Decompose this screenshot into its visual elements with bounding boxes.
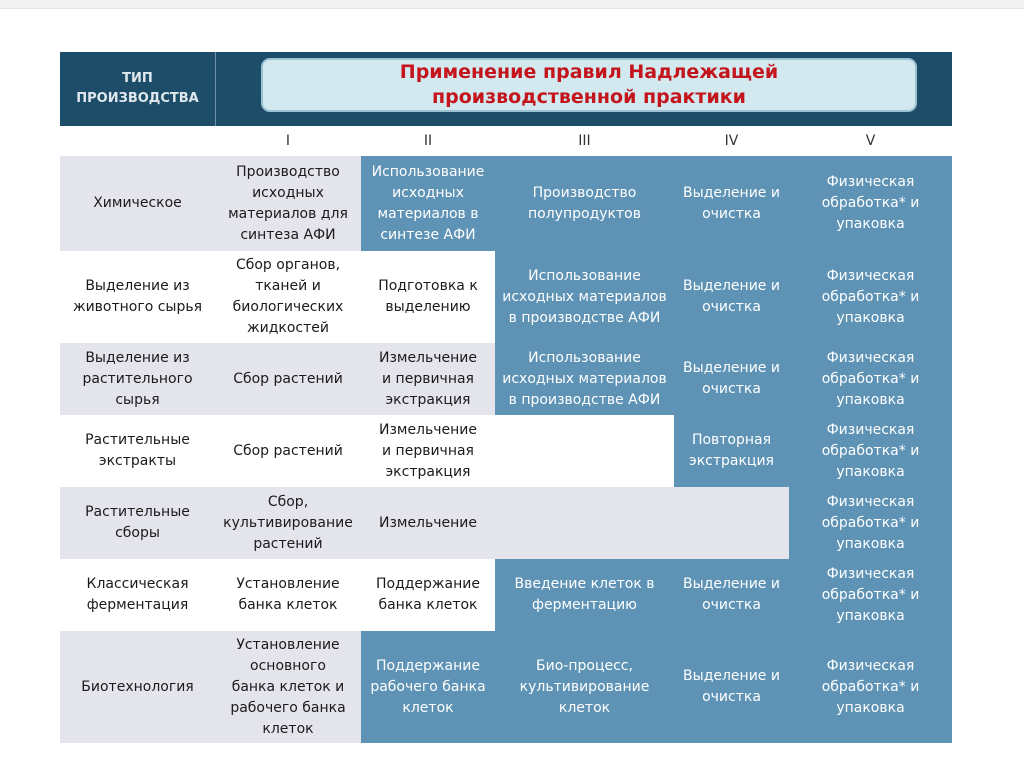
row-label-extracts: Растительные экстракты: [60, 415, 215, 487]
table-grid: [60, 126, 952, 743]
row-label-herbal-mix: Растительные сборы: [60, 487, 215, 559]
gmp-table: [60, 52, 952, 743]
cell-extracts-5: Физическая обработка* и упаковка: [789, 415, 952, 487]
cell-chemical-3: Производство полупродуктов: [495, 156, 674, 251]
table-header: [60, 52, 952, 126]
cell-fermentation-5: Физическая обработка* и упаковка: [789, 559, 952, 631]
column-number-3: III: [495, 126, 674, 156]
production-type-header: ТИП ПРОИЗВОДСТВА: [76, 71, 199, 106]
cell-extracts-1: Сбор растений: [215, 415, 361, 487]
cell-herbal-mix-1: Сбор, культивирование растений: [215, 487, 361, 559]
cell-chemical-5: Физическая обработка* и упаковка: [789, 156, 952, 251]
cell-plant-2: Измельчение и первичная экстракция: [361, 343, 495, 415]
cell-animal-2: Подготовка к выделению: [361, 251, 495, 343]
column-number-1: I: [215, 126, 361, 156]
cell-fermentation-4: Выделение и очистка: [674, 559, 789, 631]
cell-fermentation-2: Поддержание банка клеток: [361, 559, 495, 631]
row-label-chemical: Химическое: [60, 156, 215, 251]
cell-biotech-5: Физическая обработка* и упаковка: [789, 631, 952, 743]
cell-animal-3: Использование исходных материалов в производстве АФИ: [495, 251, 674, 343]
row-label-fermentation: Классическая ферментация: [60, 559, 215, 631]
cell-plant-5: Физическая обработка* и упаковка: [789, 343, 952, 415]
cell-animal-4: Выделение и очистка: [674, 251, 789, 343]
cell-herbal-mix-2: Измельчение: [361, 487, 495, 559]
cell-animal-1: Сбор органов, тканей и биологических жидкостей: [215, 251, 361, 343]
column-number-5: V: [789, 126, 952, 156]
cell-fermentation-1: Установление банка клеток: [215, 559, 361, 631]
cell-chemical-4: Выделение и очистка: [674, 156, 789, 251]
cell-plant-1: Сбор растений: [215, 343, 361, 415]
cell-chemical-2: Использование исходных материалов в синтезе АФИ: [361, 156, 495, 251]
column-number-4: IV: [674, 126, 789, 156]
slide-top-border: [0, 0, 1024, 9]
cell-biotech-3: Био-процесс, культивирование клеток: [495, 631, 674, 743]
cell-extracts-2: Измельчение и первичная экстракция: [361, 415, 495, 487]
cell-herbal-mix-5: Физическая обработка* и упаковка: [789, 487, 952, 559]
cell-biotech-2: Поддержание рабочего банка клеток: [361, 631, 495, 743]
cell-animal-5: Физическая обработка* и упаковка: [789, 251, 952, 343]
cell-chemical-1: Производство исходных материалов для синтеза АФИ: [215, 156, 361, 251]
header-divider: [215, 52, 216, 126]
row-label-biotech: Биотехнология: [60, 631, 215, 743]
cell-fermentation-3: Введение клеток в ферментацию: [495, 559, 674, 631]
cell-biotech-4: Выделение и очистка: [674, 631, 789, 743]
row-label-animal: Выделение из животного сырья: [60, 251, 215, 343]
table-title: Применение правил Надлежащей производственной практики: [261, 58, 917, 112]
cell-plant-3: Использование исходных материалов в производстве АФИ: [495, 343, 674, 415]
column-number-blank: [60, 126, 215, 156]
cell-plant-4: Выделение и очистка: [674, 343, 789, 415]
cell-herbal-mix-4: [674, 487, 789, 559]
cell-herbal-mix-3: [495, 487, 674, 559]
cell-biotech-1: Установление основного банка клеток и рабочего банка клеток: [215, 631, 361, 743]
column-number-2: II: [361, 126, 495, 156]
cell-extracts-3: [495, 415, 674, 487]
cell-extracts-4: Повторная экстракция: [674, 415, 789, 487]
row-label-plant: Выделение из растительного сырья: [60, 343, 215, 415]
